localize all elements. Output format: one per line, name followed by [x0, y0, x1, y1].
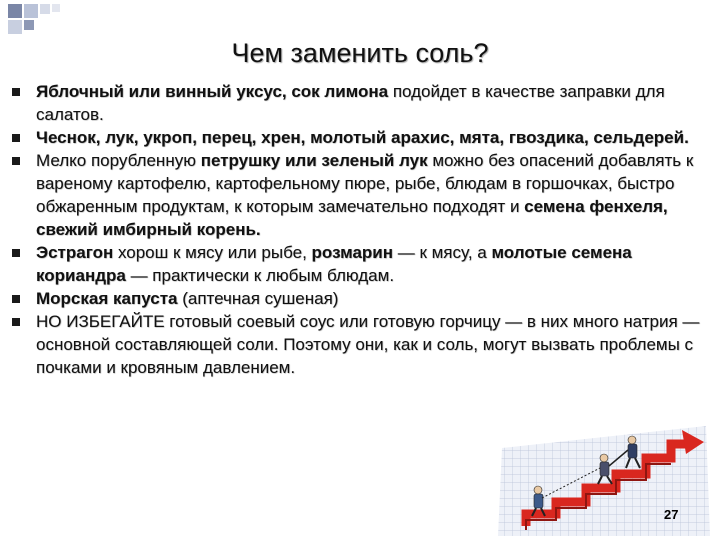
bold-run: Морская капуста: [36, 289, 178, 308]
bullet-square-icon: [12, 295, 20, 303]
bullet-item: [8, 241, 712, 287]
bullet-square-icon: [12, 249, 20, 257]
bullet-text: [36, 312, 699, 377]
bullet-text: [36, 289, 338, 308]
slide-title: Чем заменить соль?: [231, 38, 489, 68]
bullet-square-icon: [12, 134, 20, 142]
bold-run: розмарин: [311, 243, 394, 262]
bullet-square-icon: [12, 157, 20, 165]
bold-run: Яблочный или винный уксус, сок лимона: [36, 82, 389, 101]
bold-run: Эстрагон: [36, 243, 114, 262]
text-run: (аптечная сушеная): [177, 289, 339, 308]
text-run: — практически к любым блюдам.: [125, 266, 395, 285]
bold-run: молотые семена кориандра: [36, 243, 632, 285]
teamwork-stairs-illustration: [496, 418, 712, 536]
bullet-square-icon: [12, 88, 20, 96]
bullet-item: [8, 80, 712, 126]
bullet-item: [8, 310, 712, 379]
bullet-item: [8, 287, 712, 310]
bold-run: Чеснок, лук, укроп, перец, хрен, молотый арахис, мята, гвоздика, сельдерей.: [36, 128, 689, 147]
bullet-item: [8, 126, 712, 149]
bullet-square-icon: [12, 318, 20, 326]
text-run: Мелко порубленную: [36, 151, 201, 170]
bullet-text: [36, 151, 693, 239]
text-run: подойдет в качестве заправки для салатов.: [36, 82, 665, 124]
text-run: хорош к мясу или рыбе,: [113, 243, 312, 262]
bold-run: семена фенхеля, свежий имбирный корень.: [36, 197, 668, 239]
text-run: готовый соевый соус или готовую горчицу — в них много натрия — основной составляющей соли. Поэтому они, как и соль, могут вызвать проблемы с почками и кровяным давлением.: [36, 312, 700, 377]
bullet-text: [36, 128, 689, 147]
bullet-list: [8, 80, 712, 379]
bold-run: петрушку или зеленый лук: [200, 151, 428, 170]
text-run: — к мясу, а: [393, 243, 492, 262]
bullet-text: [36, 82, 665, 124]
text-run: НО ИЗБЕГАЙТЕ: [36, 312, 165, 331]
text-run: можно без опасений добавлять к вареному картофелю, картофельному пюре, рыбе, блюдам в горшочках, быстро обжаренным продуктам, к которым замечательно подходят и: [36, 151, 694, 216]
bullet-item: [8, 149, 712, 241]
page-number: 27: [664, 507, 679, 522]
bullet-text: [36, 243, 632, 285]
